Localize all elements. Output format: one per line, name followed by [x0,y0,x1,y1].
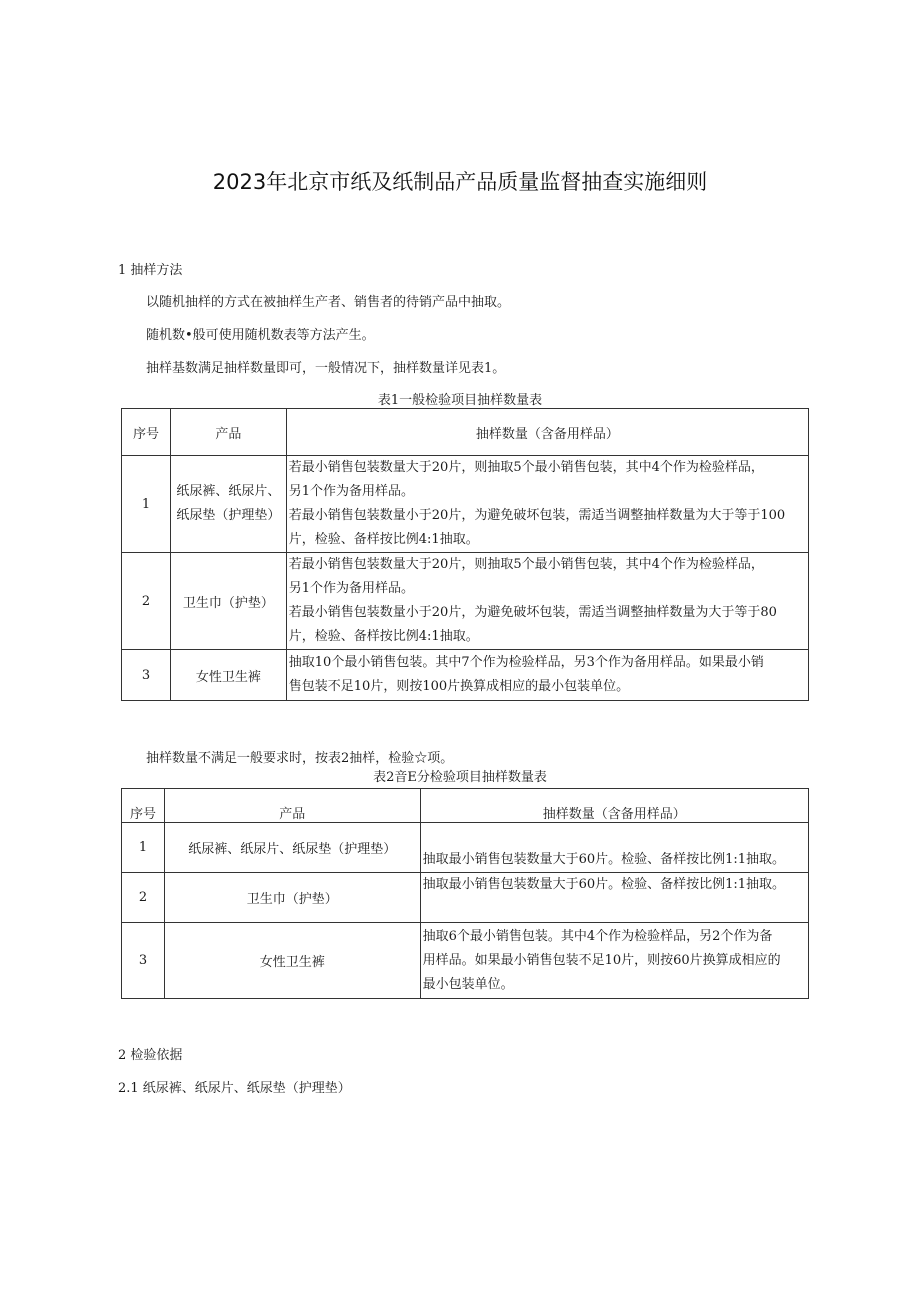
row-product: 卫生巾（护垫） [164,873,420,923]
section-2-1-heading: 2.1 纸尿裤、纸尿片、纸尿垫（护理垫） [118,1081,351,1096]
table-row [122,456,809,553]
section-1-heading: 1 抽样方法 [118,263,183,278]
quantity-line: 若最小销售包装数量大于20片，则抽取5个最小销售包装，其中4个作为检验样品， [288,460,764,475]
header-product: 产品 [170,409,286,456]
section-2-heading: 2 检验依据 [118,1048,183,1063]
row-no: 2 [122,873,165,923]
row-no: 2 [122,553,171,650]
quantity-line: 若最小销售包装数量小于20片，为避免破坏包装，需适当调整抽样数量为大于等于100 [288,508,786,523]
paragraph-3: 抽样基数满足抽样数量即可，一般情况下，抽样数量详见表1。 [146,361,506,376]
row-quantity [286,650,808,701]
header-quantity: 抽样数量（含备用样品） [286,409,808,456]
quantity-line: 另1个作为备用样品。 [288,581,415,596]
header-product: 产品 [164,789,420,823]
row-product: 纸尿裤、纸尿片、纸尿垫（护理垫） [164,823,420,873]
table-row [122,553,809,650]
row-product: 女性卫生裤 [164,923,420,999]
quantity-line: 另1个作为备用样品。 [288,484,415,499]
quantity-line: 抽取6个最小销售包装。其中4个作为检验样品，另2个作为备 [422,928,773,944]
row-product: 女性卫生裤 [170,650,286,701]
row-quantity [286,553,808,650]
page-title: 2023年北京市纸及纸制品产品质量监督抽查实施细则 [212,170,708,194]
quantity-line: 最小包装单位。 [422,976,514,992]
table-1-caption: 表1一般检验项目抽样数量表 [377,393,543,408]
paragraph-2: 随机数•般可使用随机数表等方法产生。 [146,328,375,343]
table-row [122,923,809,999]
table-1-header-row [122,409,809,456]
table-1 [121,408,809,701]
table-row [122,873,809,923]
paragraph-table2-intro: 抽样数量不满足一般要求时，按表2抽样，检验☆项。 [146,751,454,766]
row-product [170,456,286,553]
header-no: 序号 [122,789,165,823]
header-quantity: 抽样数量（含备用样品） [420,789,808,823]
table-row [122,823,809,873]
row-no: 3 [122,923,165,999]
quantity-line: 用样品。如果最小销售包装不足10片，则按60片换算成相应的 [422,952,781,968]
product-line: 纸尿垫（护理垫） [176,508,281,523]
row-product: 卫生巾（护垫） [170,553,286,650]
row-quantity: 抽取最小销售包装数量大于60片。检验、备样按比例1:1抽取。 [420,823,808,873]
product-line: 纸尿裤、纸尿片、 [176,484,281,499]
row-quantity [420,923,808,999]
quantity-line: 若最小销售包装数量小于20片，为避免破坏包装，需适当调整抽样数量为大于等于80 [288,605,777,620]
row-quantity: 抽取最小销售包装数量大于60片。检验、备样按比例1:1抽取。 [420,873,808,923]
table-2 [121,788,809,999]
quantity-line: 抽取10个最小销售包装。其中7个作为检验样品，另3个作为备用样品。如果最小销 [288,655,764,670]
quantity-line: 若最小销售包装数量大于20片，则抽取5个最小销售包装，其中4个作为检验样品， [288,557,764,572]
row-no: 3 [122,650,171,701]
quantity-line: 片，检验、备样按比例4:1抽取。 [288,532,479,547]
row-quantity [286,456,808,553]
row-no: 1 [122,823,165,873]
table-2-header-row [122,789,809,823]
paragraph-1: 以随机抽样的方式在被抽样生产者、销售者的待销产品中抽取。 [146,295,511,310]
quantity-line: 售包装不足10片，则按100片换算成相应的最小包装单位。 [288,679,630,694]
row-no: 1 [122,456,171,553]
table-2-caption: 表2音E分检验项目抽样数量表 [373,770,547,785]
table-row [122,650,809,701]
header-no: 序号 [122,409,171,456]
quantity-line: 片，检验、备样按比例4:1抽取。 [288,629,479,644]
